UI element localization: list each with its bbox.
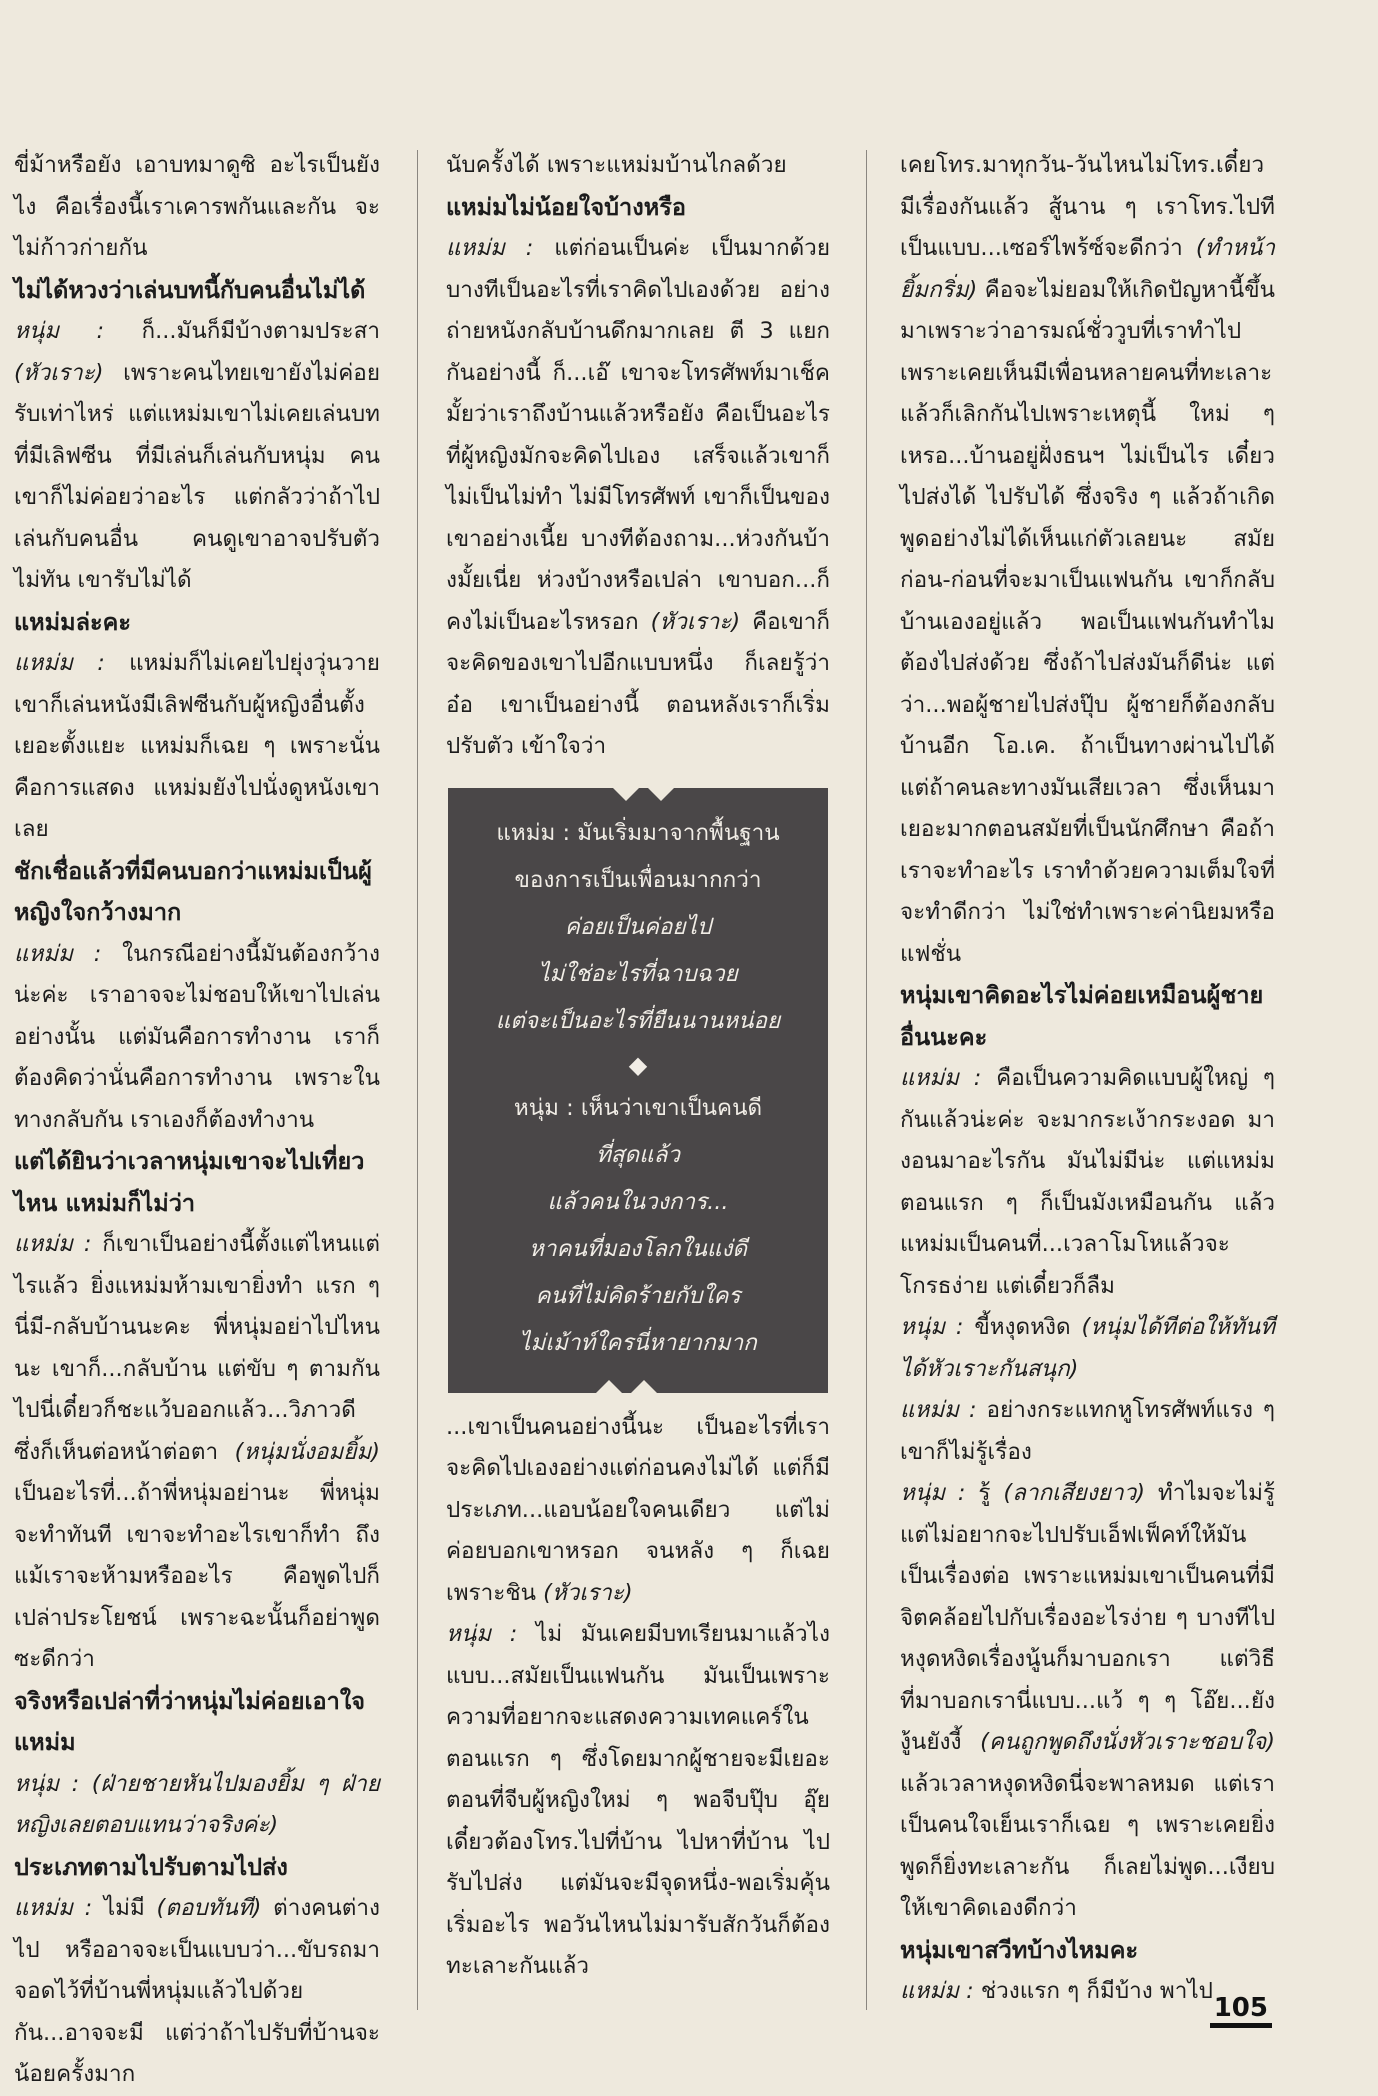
text-column-3 <box>900 145 1275 2025</box>
notch-decoration <box>613 788 639 801</box>
pull-quote-line: แต่จะเป็นอะไรที่ยืนนานหน่อย <box>495 1007 781 1034</box>
answer-paragraph: แหม่ม : ก็เขาเป็นอย่างนี้ตั้งแต่ไหนแต่ไรแล้ว ยิ่งแหม่มห้ามเขายิ่งทำ แรก ๆ นี่มี-กลับบ้านนะคะ พี่หนุ่มอย่าไปไหนนะ เขาก็...กลับบ้าน แต่ขับ ๆ ตามกันไปนี่เดี๋ยวก็ชะแว้บออกแล้ว...วิภาวดี ซึ่งก็เห็นต่อหน้าต่อตา (หนุ่มนั่งอมยิ้ม) เป็นอะไรที่...ถ้าพี่หนุ่มอย่านะ พี่หนุ่มจะทำทันที เขาจะทำอะไรเขาก็ทำ ถึงแม้เราจะห้ามหรืออะไร คือพูดไปก็เปล่าประโยชน์ เพราะฉะนั้นก็อย่าพูดซะดีกว่า <box>14 1231 380 1672</box>
paragraph: เคยโทร.มาทุกวัน-วันไหนไม่โทร.เดี๋ยวมีเรื่องกันแล้ว สู้นาน ๆ เราโทร.ไปทีเป็นแบบ...เซอร์ไพร้ซ์จะดีกว่า (ทำหน้ายิ้มกริ่ม) คือจะไม่ยอมให้เกิดปัญหานี้ขึ้นมาเพราะว่าอารมณ์ชั่ววูบที่เราทำไป เพราะเคยเห็นมีเพื่อนหลายคนที่ทะเลาะแล้วก็เลิกกันไปเพราะเหตุนี้ ใหม่ ๆ เหรอ...บ้านอยู่ฝั่งธนฯ ไม่เป็นไร เดี๋ยวไปส่งได้ ไปรับได้ ซึ่งจริง ๆ แล้วถ้าเกิดพูดอย่างไม่ได้เห็นแก่ตัวเลยนะ สมัยก่อน-ก่อนที่จะมาเป็นแฟนกัน เขาก็กลับบ้านเองอยู่แล้ว พอเป็นแฟนกันทำไมต้องไปส่งด้วย ซึ่งถ้าไปส่งมันก็ดีน่ะ แต่ว่า...พอผู้ชายไปส่งปุ๊บ ผู้ชายก็ต้องกลับบ้านอีก โอ.เค. ถ้าเป็นทางผ่านไปได้ แต่ถ้าคนละทางมันเสียเวลา ซึ่งเห็นมาเยอะมากตอนสมัยที่เป็นนักศึกษา คือถ้าเราจะทำอะไร เราทำด้วยความเต็มใจที่จะทำดีกว่า ไม่ใช่ทำเพราะค่านิยมหรือแฟชั่น <box>900 152 1275 967</box>
pull-quote-line: หาคนที่มองโลกในแง่ดี <box>528 1235 748 1262</box>
pull-quote-line: ที่สุดแล้ว <box>595 1141 681 1168</box>
answer-paragraph: แหม่ม : ไม่มี (ตอบทันที) ต่างคนต่างไป หรืออาจจะเป็นแบบว่า...ขับรถมาจอดไว้ที่บ้านพี่หนุ่มแล้วไปด้วยกัน...อาจจะมี แต่ว่าถ้าไปรับที่บ้านจะน้อยครั้งมาก <box>14 1895 380 2087</box>
pull-quote-line: ไม่เม้าท์ใครนี่หายากมาก <box>519 1329 757 1356</box>
interview-question: หนุ่มเขาคิดอะไรไม่ค่อยเหมือนผู้ชายอื่นนะคะ <box>900 981 1264 1051</box>
pull-quote-box <box>448 788 828 1393</box>
column-divider <box>417 150 418 2010</box>
interview-question: จริงหรือเปล่าที่ว่าหนุ่มไม่ค่อยเอาใจแหม่ม <box>14 1686 366 1756</box>
answer-paragraph: แหม่ม : ช่วงแรก ๆ ก็มีบ้าง พาไป <box>900 1978 1213 2004</box>
answer-paragraph: แหม่ม : อย่างกระแทกหูโทรศัพท์แรง ๆ เขาก็ไม่รู้เรื่อง <box>900 1397 1276 1465</box>
answer-paragraph: หนุ่ม : ก็...มันก็มีบ้างตามประสา (หัวเราะ) เพราะคนไทยเขายังไม่ค่อยรับเท่าไหร่ แต่แหม่มเขาไม่เคยเล่นบทที่มีเลิฟซีน ที่มีเล่นก็เล่นกับหนุ่ม คนเขาก็ไม่ค่อยว่าอะไร แต่กลัวว่าถ้าไปเล่นกับคนอื่น คนดูเขาอาจปรับตัวไม่ทัน เขารับไม่ได้ <box>14 318 381 593</box>
interview-question: แต่ได้ยินว่าเวลาหนุ่มเขาจะไปเที่ยวไหน แหม่มก็ไม่ว่า <box>14 1147 365 1217</box>
interview-question: หนุ่มเขาสวีทบ้างไหมคะ <box>900 1935 1139 1964</box>
paragraph: นับครั้งได้ เพราะแหม่มบ้านไกลด้วย <box>446 152 787 178</box>
pull-quote-line: ไม่ใช่อะไรที่ฉาบฉวย <box>538 960 738 987</box>
interview-question: ประเภทตามไปรับตามไปส่ง <box>14 1852 288 1881</box>
answer-paragraph: แหม่ม : คือเป็นความคิดแบบผู้ใหญ่ ๆ กันแล้วน่ะค่ะ จะมากระเง้ากระงอด มางอนมาอะไรกัน มันไม่มีน่ะ แต่แหม่มตอนแรก ๆ ก็เป็นมังเหมือนกัน แล้วแหม่มเป็นคนที่...เวลาโมโหแล้วจะโกรธง่าย แต่เดี๋ยวก็ลืม <box>900 1065 1275 1299</box>
answer-paragraph: หนุ่ม : ไม่ มันเคยมีบทเรียนมาแล้วไง แบบ...สมัยเป็นแฟนกัน มันเป็นเพราะความที่อยากจะแสดงความเทคแคร์ในตอนแรก ๆ ซึ่งโดยมากผู้ชายจะมีเยอะ ตอนที่จีบผู้หญิงใหม่ ๆ พอจีบปุ๊บ อุ๊ย เดี๋ยวต้องโทร.ไปที่บ้าน ไปหาที่บ้าน ไปรับไปส่ง แต่มันจะมีจุดหนึ่ง-พอเริ่มคุ้นเริ่มอะไร พอวันไหนไม่มารับสักวันก็ต้องทะเลาะกันแล้ว <box>446 1621 830 1979</box>
answer-paragraph: หนุ่ม : ขี้หงุดหงิด (หนุ่มได้ทีต่อให้ทันที ได้หัวเราะกันสนุก) <box>900 1314 1276 1382</box>
interview-question: แหม่มไม่น้อยใจบ้างหรือ <box>446 192 686 221</box>
answer-paragraph: หนุ่ม : รู้ (ลากเสียงยาว) ทำไมจะไม่รู้ แต่ไม่อยากจะไปปรับเอ็ฟเฟ็คท์ให้มันเป็นเรื่องต่อ เพราะแหม่มเขาเป็นคนที่มีจิตคล้อยไปกับเรื่องอะไรง่าย ๆ บางทีไปหงุดหงิดเรื่องนู้นก็มาบอกเรา แต่วิธีที่มาบอกเรานี่แบบ...แว้ ๆ ๆ โอ๊ย...ยังงู้นยังงี้ (คนถูกพูดถึงนั่งหัวเราะชอบใจ) แล้วเวลาหงุดหงิดนี่จะพาลหมด แต่เราเป็นคนใจเย็นเราก็เฉย ๆ เพราะเคยยิ่งพูดก็ยิ่งทะเลาะกัน ก็เลยไม่พูด...เงียบ ให้เขาคิดเองดีกว่า <box>900 1480 1275 1921</box>
paragraph: ขี่ม้าหรือยัง เอาบทมาดูซิ อะไรเป็นยังไง คือเรื่องนี้เราเคารพกันและกัน จะไม่ก้าวก่ายกัน <box>14 152 380 261</box>
answer-paragraph: หนุ่ม : (ฝ่ายชายหันไปมองยิ้ม ๆ ฝ่ายหญิงเลยตอบแทนว่าจริงค่ะ) <box>14 1770 380 1838</box>
answer-paragraph: แหม่ม : แต่ก่อนเป็นค่ะ เป็นมากด้วย บางทีเป็นอะไรที่เราคิดไปเองด้วย อย่างถ่ายหนังกลับบ้านดึกมากเลย ตี 3 แยกกันอย่างนี้ ก็...เอ๊ เขาจะโทรศัพท์มาเช็คมั้ยว่าเราถึงบ้านแล้วหรือยัง คือเป็นอะไรที่ผู้หญิงมักจะคิดไปเอง เสร็จแล้วเขาก็ไม่เป็นไม่ทำ ไม่มีโทรศัพท์ เขาก็เป็นของเขาอย่างเนี้ย บางทีต้องถาม...ห่วงกันบ้างมั้ยเนี่ย ห่วงบ้างหรือเปล่า เขาบอก...ก็คงไม่เป็นอะไรหรอก (หัวเราะ) คือเขาก็จะคิดของเขาไปอีกแบบหนึ่ง ก็เลยรู้ว่า อ๋อ เขาเป็นอย่างนี้ ตอนหลังเราก็เริ่มปรับตัว เข้าใจว่า <box>446 235 831 759</box>
notch-decoration <box>648 788 674 801</box>
paragraph: ...เขาเป็นคนอย่างนี้นะ เป็นอะไรที่เราจะคิดไปเองอย่างแต่ก่อนคงไม่ได้ แต่ก็มีประเภท...แอบน้อยใจคนเดียว แต่ไม่ค่อยบอกเขาหรอก จนหลัง ๆ ก็เฉย เพราะชิน (หัวเราะ) <box>446 1413 830 1606</box>
text-column-2 <box>446 145 830 2025</box>
interview-question: แหม่มล่ะคะ <box>14 607 131 636</box>
interview-question: ไม่ได้หวงว่าเล่นบทนี้กับคนอื่นไม่ได้ <box>14 275 366 304</box>
notch-decoration <box>631 1380 657 1393</box>
notch-decoration <box>596 1380 622 1393</box>
pull-quote-line: ของการเป็นเพื่อนมากกว่า <box>514 866 762 893</box>
pull-quote-line: ค่อยเป็นค่อยไป <box>564 913 712 940</box>
pull-quote-line: แหม่ม : มันเริ่มมาจากพื้นฐาน <box>496 819 780 846</box>
diamond-divider-icon: ◆ <box>628 1050 648 1079</box>
pull-quote-line: คนที่ไม่คิดร้ายกับใคร <box>535 1282 741 1309</box>
column-divider <box>866 150 867 2010</box>
pull-quote-line: หนุ่ม : เห็นว่าเขาเป็นคนดี <box>513 1094 763 1121</box>
text-column-1 <box>14 145 381 2087</box>
interview-question: ชักเชื่อแล้วที่มีคนบอกว่าแหม่มเป็นผู้หญิงใจกว้างมาก <box>14 856 372 926</box>
answer-paragraph: แหม่ม : ในกรณีอย่างนี้มันต้องกว้างน่ะค่ะ เราอาจจะไม่ชอบให้เขาไปเล่นอย่างนั้น แต่มันคือการทำงาน เราก็ต้องคิดว่านั่นคือการทำงาน เพราะในทางกลับกัน เราเองก็ต้องทำงาน <box>14 940 380 1133</box>
answer-paragraph: แหม่ม : แหม่มก็ไม่เคยไปยุ่งวุ่นวาย เขาก็เล่นหนังมีเลิฟซีนกับผู้หญิงอื่นตั้งเยอะตั้งแยะ แหม่มก็เฉย ๆ เพราะนั่นคือการแสดง แหม่มยังไปนั่งดูหนังเขาเลย <box>14 650 380 842</box>
page-number: 105 <box>1210 1993 1272 2028</box>
pull-quote-line: แล้วคนในวงการ... <box>547 1188 729 1215</box>
